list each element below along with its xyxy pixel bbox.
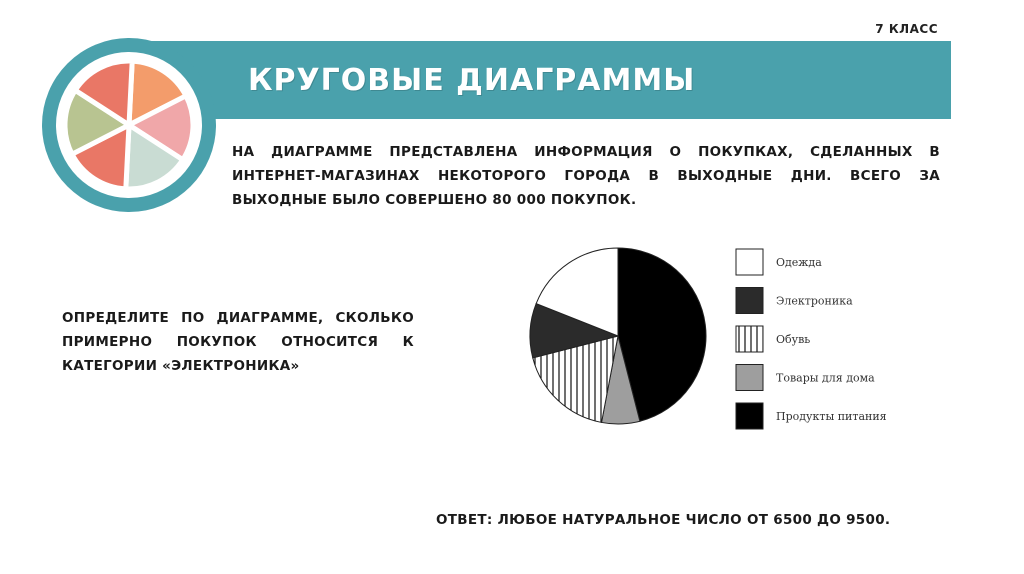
legend-label: Электроника [776, 294, 853, 308]
legend-label: Товары для дома [776, 371, 875, 385]
legend-label: Обувь [776, 333, 811, 346]
intro-text: НА ДИАГРАММЕ ПРЕДСТАВЛЕНА ИНФОРМАЦИЯ О ПОКУПКАХ, СДЕЛАННЫХ В ИНТЕРНЕТ-МАГАЗИНАХ НЕКОТОРОГО ГОРОДА В ВЫХОДНЫЕ ДНИ. ВСЕГО ЗА ВЫХОДНЫЕ БЫЛО СОВЕРШЕНО 80 000 ПОКУПОК. [232, 144, 940, 208]
legend-swatch [736, 326, 763, 352]
legend-swatch [736, 403, 763, 429]
pie-chart [510, 240, 910, 440]
grade-label: 7 КЛАСС [875, 22, 938, 36]
legend-label: Продукты питания [776, 410, 887, 423]
pie-chart-icon [40, 36, 218, 214]
question-text: ОПРЕДЕЛИТЕ ПО ДИАГРАММЕ, СКОЛЬКО ПРИМЕРНО ПОКУПОК ОТНОСИТСЯ К КАТЕГОРИИ «ЭЛЕКТРОНИКА» [62, 310, 414, 374]
legend-swatch [736, 365, 763, 391]
legend-swatch [736, 249, 763, 275]
page-title: КРУГОВЫЕ ДИАГРАММЫ [248, 63, 696, 98]
legend-label: Одежда [776, 256, 822, 269]
answer-text: ОТВЕТ: ЛЮБОЕ НАТУРАЛЬНОЕ ЧИСЛО ОТ 6500 ДО 9500. [436, 512, 891, 528]
legend-swatch [736, 288, 763, 314]
